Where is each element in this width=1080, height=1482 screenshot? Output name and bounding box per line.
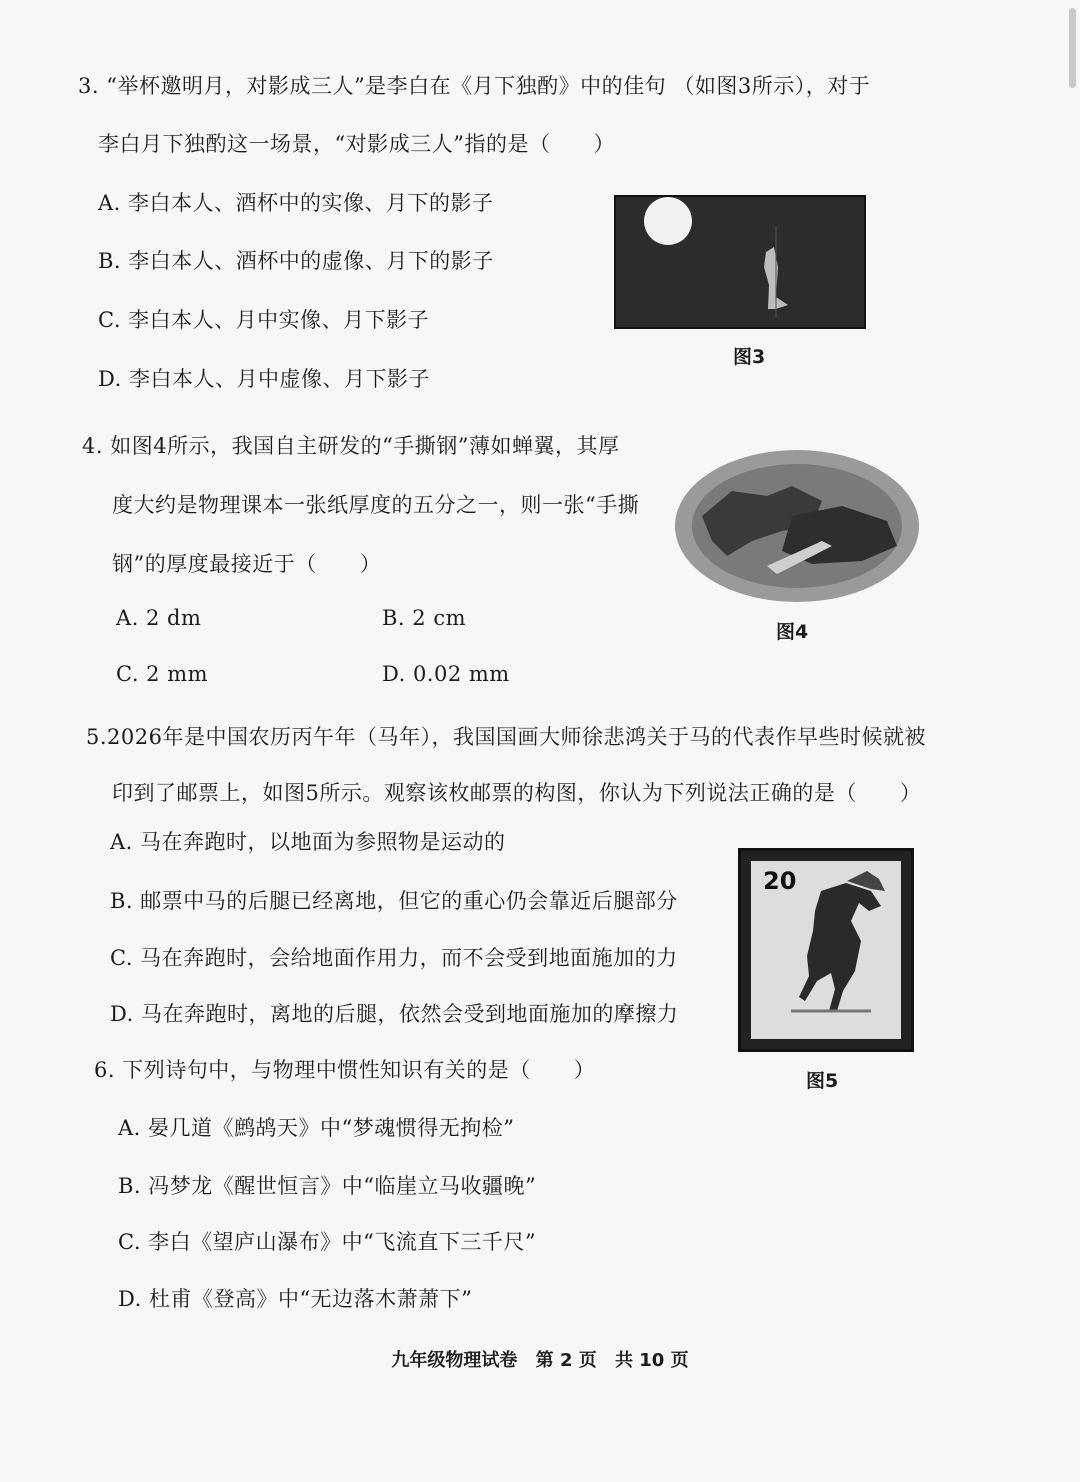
q4-stem-line1: 4. 如图4所示，我国自主研发的“手撕钢”薄如蝉翼，其厚 bbox=[82, 434, 620, 458]
figure-5-caption: 图5 bbox=[806, 1070, 839, 1092]
q6-option-c: C. 李白《望庐山瀑布》中“飞流直下三千尺” bbox=[118, 1230, 537, 1254]
q5-option-a: A. 马在奔跑时，以地面为参照物是运动的 bbox=[110, 830, 506, 854]
q4-option-d: D. 0.02 mm bbox=[382, 662, 510, 686]
figure-4-caption: 图4 bbox=[776, 621, 809, 643]
q3-option-d: D. 李白本人、月中虚像、月下影子 bbox=[98, 367, 430, 391]
page-footer bbox=[0, 1346, 1080, 1372]
q4-option-a: A. 2 dm bbox=[116, 606, 202, 630]
figure-4-steel-foil bbox=[672, 446, 922, 606]
q5-option-d: D. 马在奔跑时，离地的后腿，依然会受到地面施加的摩擦力 bbox=[110, 1002, 679, 1026]
steel-foil-illustration bbox=[672, 446, 922, 606]
scrollbar[interactable] bbox=[1069, 8, 1076, 88]
page-number: 第 2 页 bbox=[535, 1350, 597, 1371]
total-pages: 共 10 页 bbox=[615, 1350, 689, 1371]
q6-stem: 6. 下列诗句中，与物理中惯性知识有关的是（ ） bbox=[94, 1058, 596, 1082]
q4-option-b: B. 2 cm bbox=[382, 606, 466, 630]
exam-title: 九年级物理试卷 bbox=[391, 1350, 518, 1371]
moon-icon bbox=[644, 197, 692, 245]
moon-scene-illustration bbox=[616, 197, 864, 327]
stamp-value: 20 bbox=[763, 867, 797, 895]
q4-stem-line2: 度大约是物理课本一张纸厚度的五分之一，则一张“手撕 bbox=[112, 493, 640, 517]
q3-option-c: C. 李白本人、月中实像、月下影子 bbox=[98, 308, 430, 332]
q3-stem-line1: 3. “举杯邀明月，对影成三人”是李白在《月下独酌》中的佳句 （如图3所示），对于 bbox=[78, 74, 871, 98]
q5-stem-line1: 5.2026年是中国农历丙午年（马年），我国国画大师徐悲鸿关于马的代表作早些时候就被 bbox=[86, 725, 926, 749]
q4-stem-line3: 钢”的厚度最接近于（ ） bbox=[112, 552, 382, 576]
q3-option-b: B. 李白本人、酒杯中的虚像、月下的影子 bbox=[98, 249, 494, 273]
figure-3-caption: 图3 bbox=[733, 346, 766, 368]
q5-option-c: C. 马在奔跑时，会给地面作用力，而不会受到地面施加的力 bbox=[110, 946, 678, 970]
q3-option-a: A. 李白本人、酒杯中的实像、月下的影子 bbox=[98, 191, 494, 215]
q3-stem-line2: 李白月下独酌这一场景，“对影成三人”指的是（ ） bbox=[98, 132, 615, 156]
q4-option-c: C. 2 mm bbox=[116, 662, 209, 686]
stamp-face bbox=[751, 861, 901, 1039]
q6-option-a: A. 晏几道《鹧鸪天》中“梦魂惯得无拘检” bbox=[118, 1116, 515, 1140]
figure-5-stamp bbox=[738, 848, 914, 1052]
q5-option-b: B. 邮票中马的后腿已经离地，但它的重心仍会靠近后腿部分 bbox=[110, 889, 678, 913]
q6-option-b: B. 冯梦龙《醒世恒言》中“临崖立马收疆晚” bbox=[118, 1174, 537, 1198]
figure-3-moon-scene bbox=[614, 195, 866, 329]
galloping-horse-icon bbox=[751, 861, 901, 1039]
q5-stem-line2: 印到了邮票上，如图5所示。观察该枚邮票的构图，你认为下列说法正确的是（ ） bbox=[112, 781, 922, 805]
q6-option-d: D. 杜甫《登高》中“无边落木萧萧下” bbox=[118, 1287, 473, 1311]
